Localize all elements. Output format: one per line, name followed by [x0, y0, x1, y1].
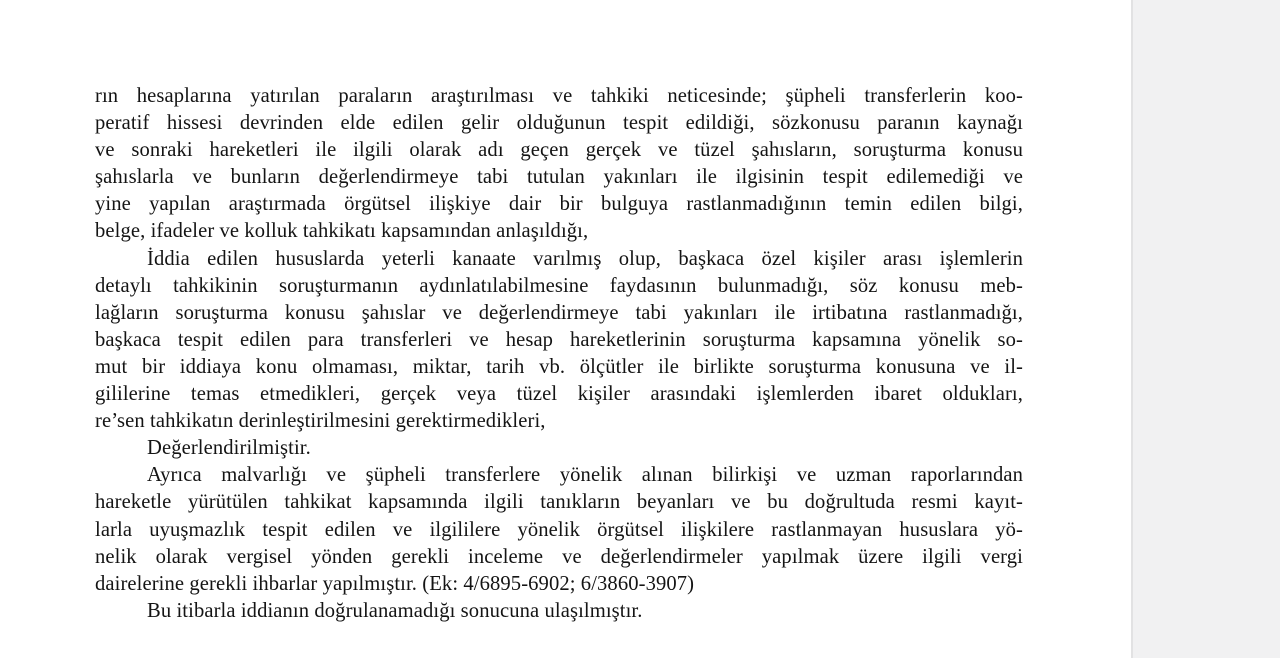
text-line-12: gililerine temas etmedikleri, gerçek veya tüzel kişiler arasındaki işlemlerden ibaret oldukları,: [95, 383, 1023, 406]
text-line-7: İddia edilen hususlarda yeterli kanaate varılmış olup, başkaca özel kişiler arası işlemlerin: [147, 247, 1023, 270]
text-line-20: Bu itibarla iddianın doğrulanamadığı sonucuna ulaşılmıştır.: [147, 599, 643, 622]
text-line-17: larla uyuşmazlık tespit edilen ve ilgililere yönelik örgütsel ilişkilere rastlanmayan hususlara yö-: [95, 518, 1023, 541]
text-line-15: Ayrıca malvarlığı ve şüpheli transferlere yönelik alınan bilirkişi ve uzman raporlarından: [147, 464, 1023, 487]
text-line-9: lağların soruşturma konusu şahıslar ve değerlendirmeye tabi yakınları ile irtibatına rastlanmadığı,: [95, 301, 1023, 324]
text-line-18: nelik olarak vergisel yönden gerekli inceleme ve değerlendirmeler yapılmak üzere ilgili vergi: [95, 545, 1023, 568]
text-line-8: detaylı tahkikinin soruşturmanın aydınlatılabilmesine faydasının bulunmadığı, söz konusu meb-: [95, 274, 1023, 297]
text-line-13: re’sen tahkikatın derinleştirilmesini gerektirmedikleri,: [95, 410, 546, 433]
text-line-10: başkaca tespit edilen para transferleri ve hesap hareketlerinin soruşturma kapsamına yönelik so-: [95, 328, 1023, 351]
text-line-19: dairelerine gerekli ihbarlar yapılmıştır. (Ek: 4/6895-6902; 6/3860-3907): [95, 572, 695, 595]
text-line-1: rın hesaplarına yatırılan paraların araştırılması ve tahkiki neticesinde; şüpheli transferlerin koo-: [95, 85, 1023, 107]
viewer-background-panel: [1131, 0, 1280, 658]
text-line-14: Değerlendirilmiştir.: [147, 437, 311, 460]
text-line-6: belge, ifadeler ve kolluk tahkikatı kapsamından anlaşıldığı,: [95, 220, 589, 243]
text-line-5: yine yapılan araştırmada örgütsel ilişkiye dair bir bulguya rastlanmadığının temin edilen bilgi,: [95, 193, 1023, 216]
page-text: [95, 83, 1023, 625]
text-line-11: mut bir iddiaya konu olmaması, miktar, tarih vb. ölçütler ile birlikte soruşturma konusuna ve il-: [95, 355, 1023, 378]
text-line-16: hareketle yürütülen tahkikat kapsamında ilgili tanıkların beyanları ve bu doğrultuda resmi kayıt-: [95, 491, 1023, 514]
text-line-2: peratif hissesi devrinden elde edilen gelir olduğunun tespit edildiği, sözkonusu paranın kaynağı: [95, 112, 1023, 135]
text-line-4: şahıslarla ve bunların değerlendirmeye tabi tutulan yakınları ile ilgisinin tespit edilemediği ve: [95, 166, 1023, 189]
text-line-3: ve sonraki hareketleri ile ilgili olarak adı geçen gerçek ve tüzel şahısların, soruşturma konusu: [95, 139, 1023, 162]
